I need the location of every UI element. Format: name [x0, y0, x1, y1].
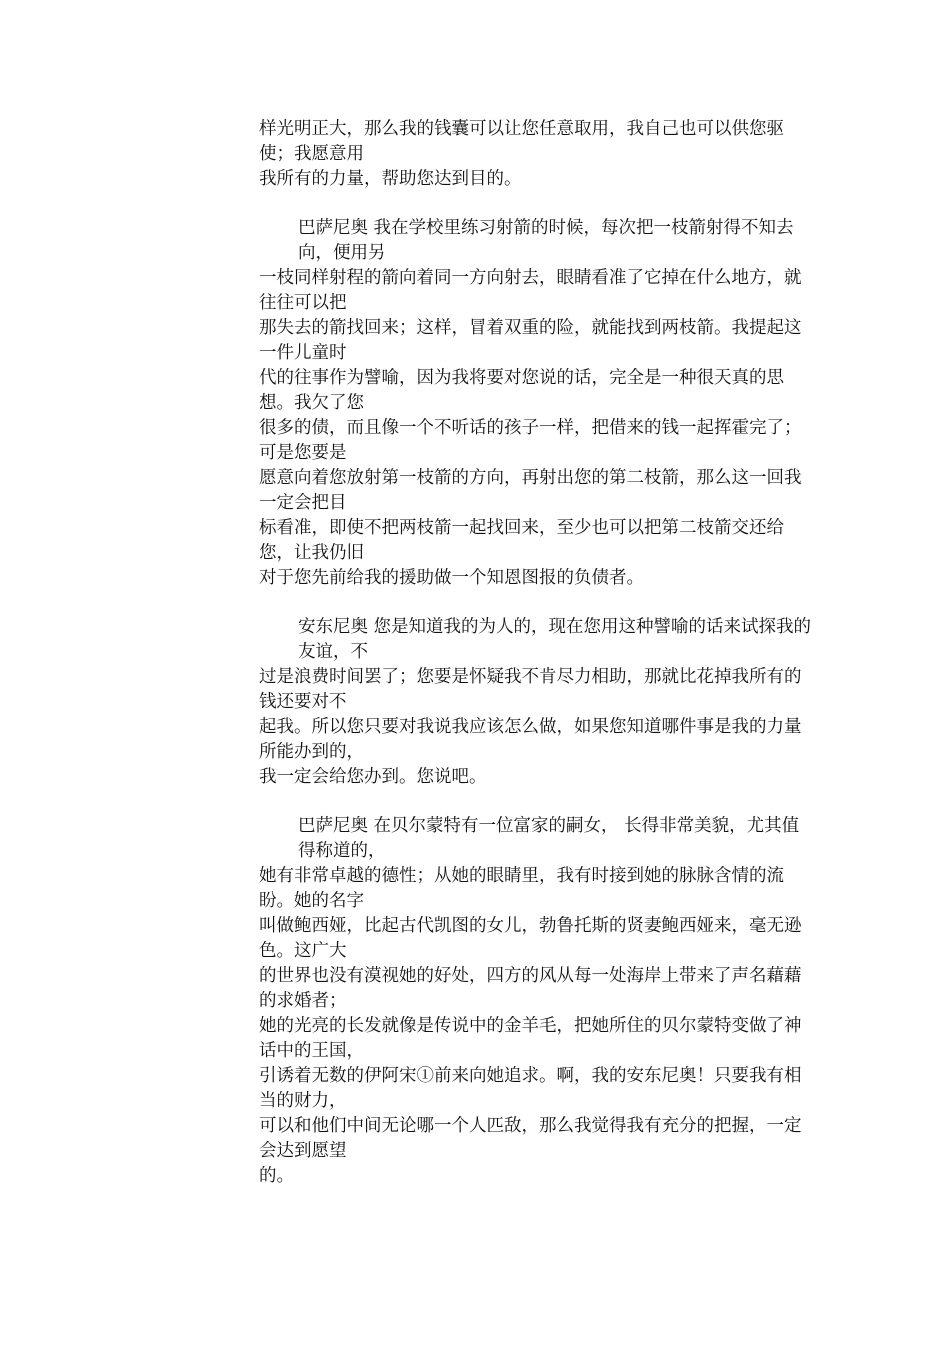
text-line: 可以和他们中间无论哪一个人匹敌，那么我觉得我有充分的把握，一定会达到愿望: [259, 1116, 802, 1161]
text-line: 一枝同样射程的箭向着同一方向射去，眼睛看准了它掉在什么地方，就往往可以把: [259, 268, 802, 313]
paragraph-2: [259, 216, 815, 591]
text-line: 标看准，即使不把两枝箭一起找回来，至少也可以把第二枝箭交还给您，让我仍旧: [259, 518, 784, 563]
text-line: 起我。所以您只要对我说我应该怎么做，如果您知道哪件事是我的力量所能办到的，: [259, 717, 802, 762]
text-line: 我所有的力量，帮助您达到目的。: [259, 169, 522, 189]
text-line: 样光明正大，那么我的钱囊可以让您任意取用，我自己也可以供您驱使；我愿意用: [259, 119, 784, 164]
text-line: 愿意向着您放射第一枝箭的方向，再射出您的第二枝箭，那么这一回我一定会把目: [259, 468, 802, 513]
text-line: 她有非常卓越的德性；从她的眼睛里，我有时接到她的脉脉含情的流盼。她的名字: [259, 866, 784, 911]
paragraph-1: [259, 117, 815, 192]
text-line: 对于您先前给我的援助做一个知恩图报的负债者。: [259, 568, 644, 588]
text-line: 我一定会给您办到。您说吧。: [259, 767, 487, 787]
text-line: 引诱着无数的伊阿宋①前来向她追求。啊，我的安东尼奥！只要我有相当的财力，: [259, 1066, 802, 1111]
text-line: 的。: [259, 1166, 294, 1186]
text-line: 代的往事作为譬喻，因为我将要对您说的话，完全是一种很天真的思想。我欠了您: [259, 368, 784, 413]
text-line: 她的光亮的长发就像是传说中的金羊毛，把她所住的贝尔蒙特变做了神话中的王国，: [259, 1016, 802, 1061]
paragraph-3: [259, 615, 815, 790]
text-line: 过是浪费时间罢了；您要是怀疑我不肯尽力相助，那就比花掉我所有的钱还要对不: [259, 667, 802, 712]
text-line: 巴萨尼奥 我在学校里练习射箭的时候，每次把一枝箭射得不知去向，便用另: [298, 218, 794, 263]
text-line: 的世界也没有漠视她的好处，四方的风从每一处海岸上带来了声名藉藉的求婚者；: [259, 966, 802, 1011]
text-line: 叫做鲍西娅，比起古代凯图的女儿，勃鲁托斯的贤妻鲍西娅来，毫无逊色。这广大: [259, 916, 802, 961]
text-body: [259, 117, 815, 1213]
paragraph-4: [259, 814, 815, 1189]
text-line: 那失去的箭找回来；这样，冒着双重的险，就能找到两枝箭。我提起这一件儿童时: [259, 318, 802, 363]
text-line: 巴萨尼奥 在贝尔蒙特有一位富家的嗣女， 长得非常美貌，尤其值得称道的，: [298, 816, 800, 861]
text-line: 很多的债，而且像一个不听话的孩子一样，把借来的钱一起挥霍完了；可是您要是: [259, 418, 802, 463]
text-line: 安东尼奥 您是知道我的为人的，现在您用这种譬喻的话来试探我的友谊，不: [298, 617, 812, 662]
